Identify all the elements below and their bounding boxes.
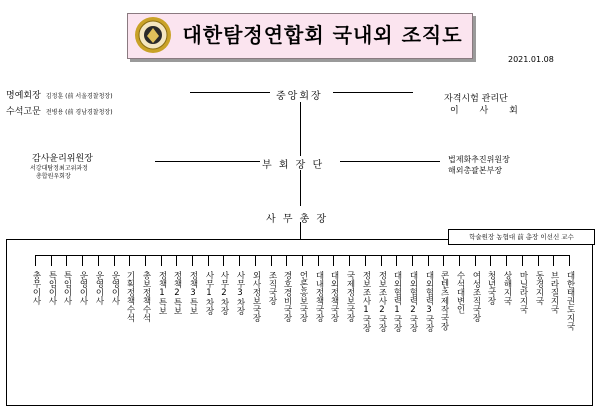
legislation-chair: 법제화추진위원장 (448, 155, 510, 164)
org-unit: 기획정책수석 (125, 271, 135, 322)
central-president: 중앙회장 (276, 91, 323, 102)
org-unit: 운영이사 (78, 271, 88, 305)
overseas-headquarters: 해외총괄본부장 (448, 166, 503, 175)
org-unit: 언론홍보국장 (298, 271, 308, 322)
org-unit: 청년국장 (486, 271, 496, 305)
unit-tick (51, 255, 52, 266)
org-unit: 특임이사 (47, 271, 57, 305)
unit-tick (145, 255, 146, 266)
unit-tick (349, 255, 350, 266)
org-unit: 조직국장 (267, 271, 277, 305)
org-unit: 대내정책국장 (314, 271, 324, 322)
association-emblem-icon (134, 16, 172, 54)
unit-tick (223, 255, 224, 266)
org-unit: 총보정책수석 (141, 271, 151, 322)
org-unit: 국제정보국장 (345, 271, 355, 322)
senior-advisor: 수석고문 전병용 (前 경남경찰청장) (6, 107, 113, 117)
org-unit: 총무이사 (31, 271, 41, 305)
org-unit: 정책2특보 (172, 271, 182, 315)
unit-tick (428, 255, 429, 266)
audit-ethics-sub2: 총합원우회장 (36, 173, 71, 180)
org-unit: 대외협력3국장 (424, 271, 434, 332)
secretary-general: 사 무 총 장 (266, 214, 329, 225)
date-label: 2021.01.08 (508, 55, 554, 64)
org-unit: 정책1특보 (157, 271, 167, 315)
unit-tick (161, 255, 162, 266)
main-vertical-connector (300, 102, 301, 156)
unit-tick (286, 255, 287, 266)
unit-tick (553, 255, 554, 266)
org-unit: 정책3특보 (188, 271, 198, 315)
unit-tick (255, 255, 256, 266)
mid-right-connector (340, 161, 440, 162)
org-unit: 정보조사2국장 (377, 271, 387, 332)
unit-tick (365, 255, 366, 266)
units-frame (6, 239, 593, 406)
board-of-directors: 이 사 회 (450, 106, 527, 116)
unit-tick (443, 255, 444, 266)
unit-tick (333, 255, 334, 266)
org-unit: 대외정책국장 (329, 271, 339, 322)
mid-left-connector (155, 161, 260, 162)
unit-tick (490, 255, 491, 266)
org-unit: 경호경비국장 (282, 271, 292, 322)
unit-tick (129, 255, 130, 266)
exam-committee: 자격시험 관리단 (444, 94, 508, 104)
org-unit: 사무3차장 (235, 271, 245, 315)
unit-tick (271, 255, 272, 266)
org-unit: 운영이사 (110, 271, 120, 305)
unit-tick (239, 255, 240, 266)
unit-tick (459, 255, 460, 266)
unit-tick (569, 255, 570, 266)
unit-tick (98, 255, 99, 266)
lower-vertical-connector (300, 170, 301, 206)
unit-tick (35, 255, 36, 266)
unit-tick (381, 255, 382, 266)
unit-tick (396, 255, 397, 266)
unit-tick (412, 255, 413, 266)
org-unit: 상해지국 (502, 271, 512, 305)
org-unit: 사무2차장 (219, 271, 229, 315)
unit-tick (302, 255, 303, 266)
honorary-president: 명예회장 김정훈 (前 서울경찰청장) (6, 91, 113, 101)
unit-tick (176, 255, 177, 266)
unit-tick (114, 255, 115, 266)
top-right-connector (333, 92, 413, 93)
unit-tick (82, 255, 83, 266)
org-unit: 대외협력2국장 (408, 271, 418, 332)
org-unit: 여성조직국장 (471, 271, 481, 322)
org-unit: 특임이사 (62, 271, 72, 305)
unit-tick (192, 255, 193, 266)
top-left-connector (190, 92, 270, 93)
org-unit: 대외협력1국장 (392, 271, 402, 332)
org-unit: 외사정보국장 (251, 271, 261, 322)
unit-tick (506, 255, 507, 266)
org-unit: 마닐라지국 (518, 271, 528, 314)
unit-tick (538, 255, 539, 266)
audit-ethics-chair: 감사윤리위원장 (32, 154, 93, 164)
org-unit: 운영이사 (94, 271, 104, 305)
unit-tick (522, 255, 523, 266)
unit-tick (318, 255, 319, 266)
org-unit: 수석대변인 (455, 271, 465, 314)
org-unit: 정보조사1국장 (361, 271, 371, 332)
page-title: 대한탐정연합회 국내외 조직도 (182, 23, 463, 47)
vice-presidents: 부 회 장 단 (262, 160, 325, 171)
unit-tick (208, 255, 209, 266)
unit-tick (475, 255, 476, 266)
org-unit: 동경지국 (534, 271, 544, 305)
audit-ethics-sub1: 서강대탐정최고위과정 (30, 165, 88, 172)
org-unit: 브라질지국 (549, 271, 559, 314)
org-unit: 대한태권도지국 (565, 271, 575, 331)
academy-note: 학술원장 농협대 前 총장 이선신 교수 (448, 229, 595, 245)
unit-tick (66, 255, 67, 266)
org-unit: 사무1차장 (204, 271, 214, 315)
org-unit: 콘텐츠제작국장 (439, 271, 449, 331)
